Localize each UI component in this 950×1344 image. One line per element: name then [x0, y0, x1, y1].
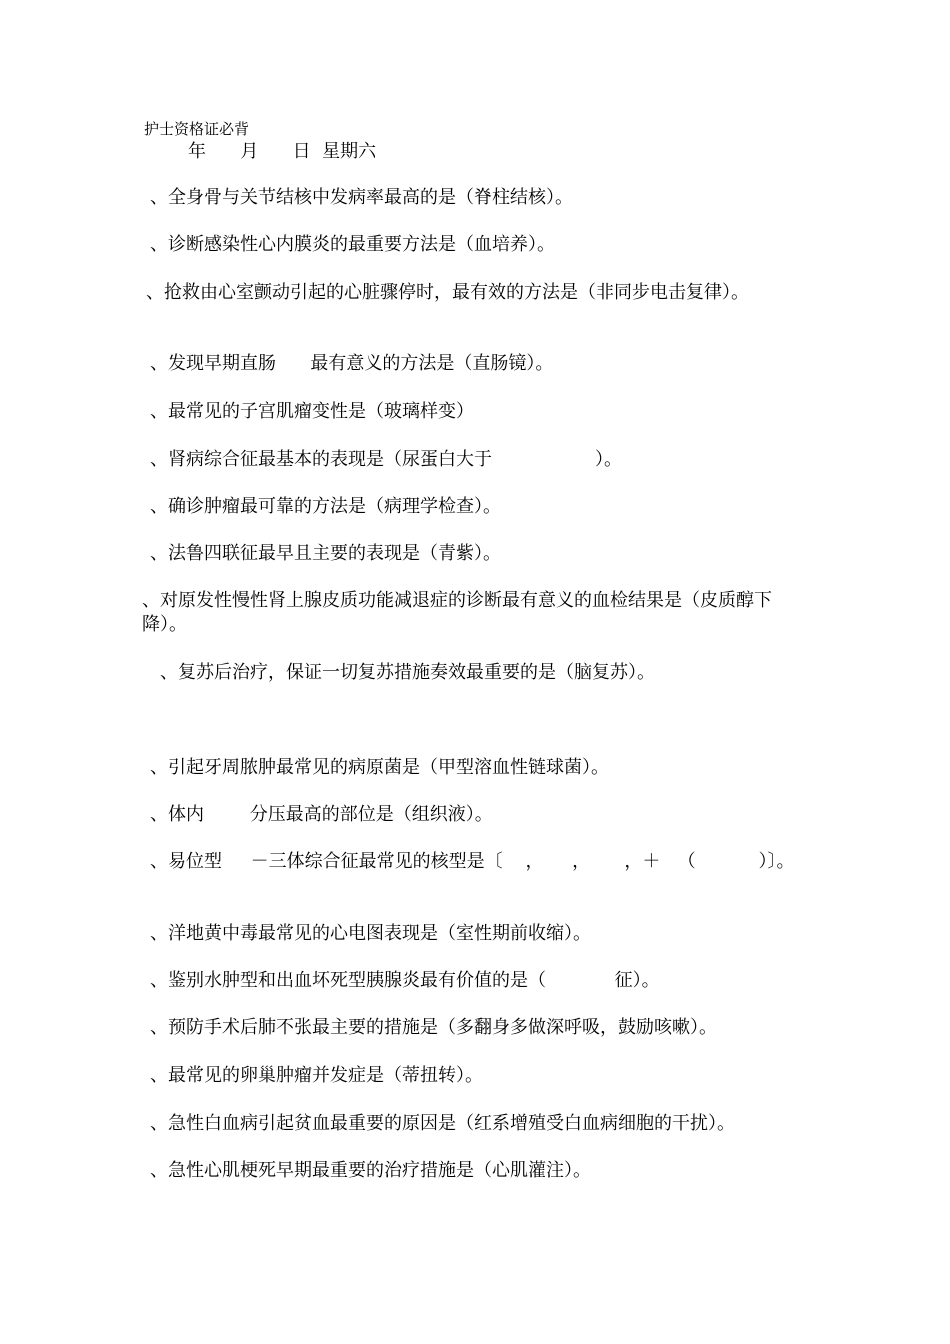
- list-item: 、发现早期直肠 最有意义的方法是（直肠镜）。: [150, 353, 554, 374]
- list-item: 、抢救由心室颤动引起的心脏骤停时，最有效的方法是（非同步电击复律）。: [146, 282, 749, 303]
- list-item: 、预防手术后肺不张最主要的措施是（多翻身多做深呼吸，鼓励咳嗽）。: [150, 1017, 717, 1038]
- list-item: 、洋地黄中毒最常见的心电图表现是（室性期前收缩）。: [150, 923, 591, 944]
- list-item: 、全身骨与关节结核中发病率最高的是（脊柱结核）。: [150, 187, 573, 208]
- list-item: 、诊断感染性心内膜炎的最重要方法是（血培养）。: [150, 234, 555, 255]
- list-item: 、复苏后治疗，保证一切复苏措施奏效最重要的是（脑复苏）。: [160, 662, 655, 683]
- list-item: 、最常见的卵巢肿瘤并发症是（蒂扭转）。: [150, 1065, 483, 1086]
- list-item: 、确诊肿瘤最可靠的方法是（病理学检查）。: [150, 496, 501, 517]
- list-item: 、易位型 －三体综合征最常见的核型是〔 ， ， ，＋ （ ）〕。: [150, 851, 795, 872]
- date-line: 年 月 日 星期六: [188, 141, 377, 162]
- list-item: 、引起牙周脓肿最常见的病原菌是（甲型溶血性链球菌）。: [150, 757, 609, 778]
- list-item: 、急性白血病引起贫血最重要的原因是（红系增殖受白血病细胞的干扰）。: [150, 1113, 735, 1134]
- list-item: 、肾病综合征最基本的表现是（尿蛋白大于 ）。: [150, 449, 622, 470]
- list-item: 、对原发性慢性肾上腺皮质功能减退症的诊断最有意义的血检结果是（皮质醇下降）。: [142, 590, 772, 635]
- list-item: 、法鲁四联征最早且主要的表现是（青紫）。: [150, 543, 501, 564]
- list-item: 、体内 分压最高的部位是（组织液）。: [150, 804, 493, 825]
- list-item: 、急性心肌梗死早期最重要的治疗措施是（心肌灌注）。: [150, 1160, 591, 1181]
- document-title: 护士资格证必背: [144, 120, 250, 138]
- list-item: 、鉴别水肿型和出血坏死型胰腺炎最有价值的是（ 征）。: [150, 970, 660, 991]
- list-item: 、最常见的子宫肌瘤变性是（玻璃样变）: [150, 401, 474, 422]
